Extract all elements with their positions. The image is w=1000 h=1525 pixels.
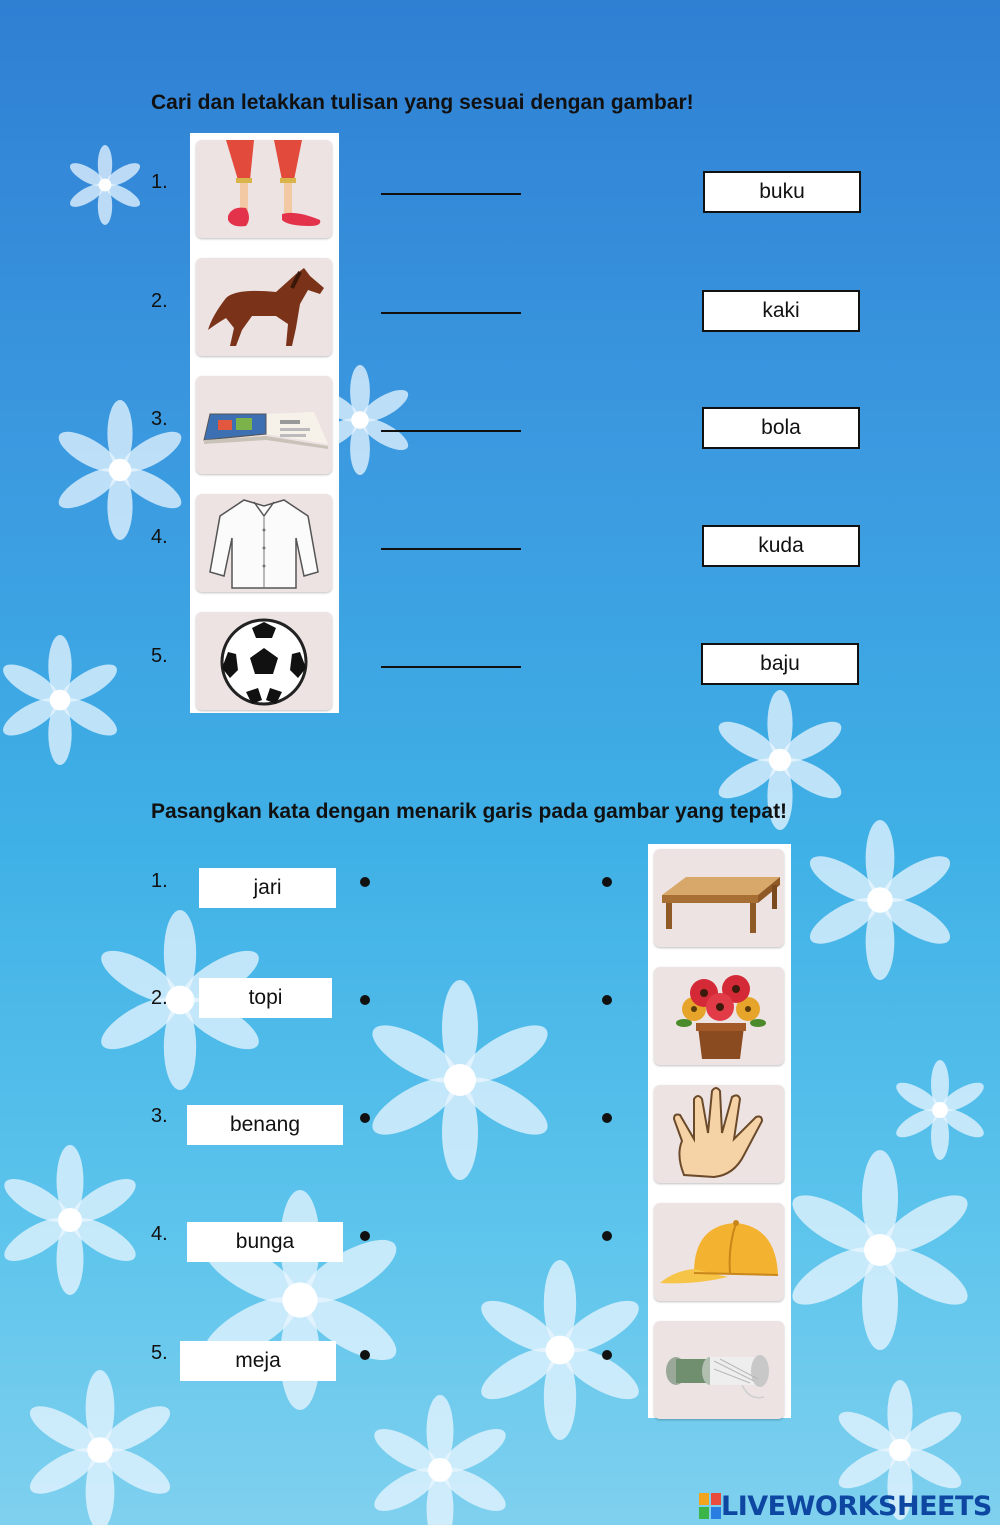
word-box-bola[interactable]: bola xyxy=(702,407,860,449)
shirt-picture xyxy=(196,494,332,592)
table-picture xyxy=(654,849,784,947)
section1-instruction: Cari dan letakkan tulisan yang sesuai dengan gambar! xyxy=(151,91,694,114)
horse-picture xyxy=(196,258,332,356)
section2-number-2: 2. xyxy=(151,987,168,1009)
section1-number-4: 4. xyxy=(151,526,168,548)
word-box-baju[interactable]: baju xyxy=(701,643,859,685)
book-picture xyxy=(196,376,332,474)
shirt-icon xyxy=(196,494,332,592)
legs-icon xyxy=(196,140,332,238)
ball-icon xyxy=(196,612,332,710)
word-label-benang: benang xyxy=(187,1105,343,1145)
left-dot-4[interactable] xyxy=(360,1231,370,1241)
answer-line-2[interactable] xyxy=(381,312,521,314)
thread-spool-picture xyxy=(654,1321,784,1419)
word-label-meja: meja xyxy=(180,1341,336,1381)
hand-icon xyxy=(654,1085,784,1183)
thread-spool-icon xyxy=(654,1321,784,1419)
horse-icon xyxy=(196,258,332,356)
liveworksheets-logo-text: LIVEWORKSHEETS xyxy=(721,1490,992,1522)
section2-picture-column xyxy=(648,844,791,1418)
ball-picture xyxy=(196,612,332,710)
section2-number-5: 5. xyxy=(151,1342,168,1364)
answer-line-1[interactable] xyxy=(381,193,521,195)
cap-picture xyxy=(654,1203,784,1301)
section2-instruction: Pasangkan kata dengan menarik garis pada gambar yang tepat! xyxy=(151,800,788,823)
word-box-buku[interactable]: buku xyxy=(703,171,861,213)
right-dot-2[interactable] xyxy=(602,995,612,1005)
flower-pot-picture xyxy=(654,967,784,1065)
hand-picture xyxy=(654,1085,784,1183)
section2-number-4: 4. xyxy=(151,1223,168,1245)
section2-number-1: 1. xyxy=(151,870,168,892)
right-dot-1[interactable] xyxy=(602,877,612,887)
liveworksheets-logo-icon xyxy=(699,1493,721,1519)
left-dot-5[interactable] xyxy=(360,1350,370,1360)
word-label-bunga: bunga xyxy=(187,1222,343,1262)
answer-line-3[interactable] xyxy=(381,430,521,432)
section1-number-1: 1. xyxy=(151,171,168,193)
word-label-jari: jari xyxy=(199,868,336,908)
section1-picture-column xyxy=(190,133,339,713)
answer-line-4[interactable] xyxy=(381,548,521,550)
word-box-kaki[interactable]: kaki xyxy=(702,290,860,332)
answer-line-5[interactable] xyxy=(381,666,521,668)
left-dot-3[interactable] xyxy=(360,1113,370,1123)
right-dot-3[interactable] xyxy=(602,1113,612,1123)
right-dot-4[interactable] xyxy=(602,1231,612,1241)
left-dot-2[interactable] xyxy=(360,995,370,1005)
word-label-topi: topi xyxy=(199,978,332,1018)
right-dot-5[interactable] xyxy=(602,1350,612,1360)
liveworksheets-logo xyxy=(699,1490,992,1522)
section1-number-3: 3. xyxy=(151,408,168,430)
section1-number-2: 2. xyxy=(151,290,168,312)
book-icon xyxy=(196,376,332,474)
cap-icon xyxy=(654,1203,784,1301)
legs-picture xyxy=(196,140,332,238)
section2-number-3: 3. xyxy=(151,1105,168,1127)
flower-pot-icon xyxy=(654,967,784,1065)
section1-number-5: 5. xyxy=(151,645,168,667)
word-box-kuda[interactable]: kuda xyxy=(702,525,860,567)
left-dot-1[interactable] xyxy=(360,877,370,887)
table-icon xyxy=(654,849,784,947)
